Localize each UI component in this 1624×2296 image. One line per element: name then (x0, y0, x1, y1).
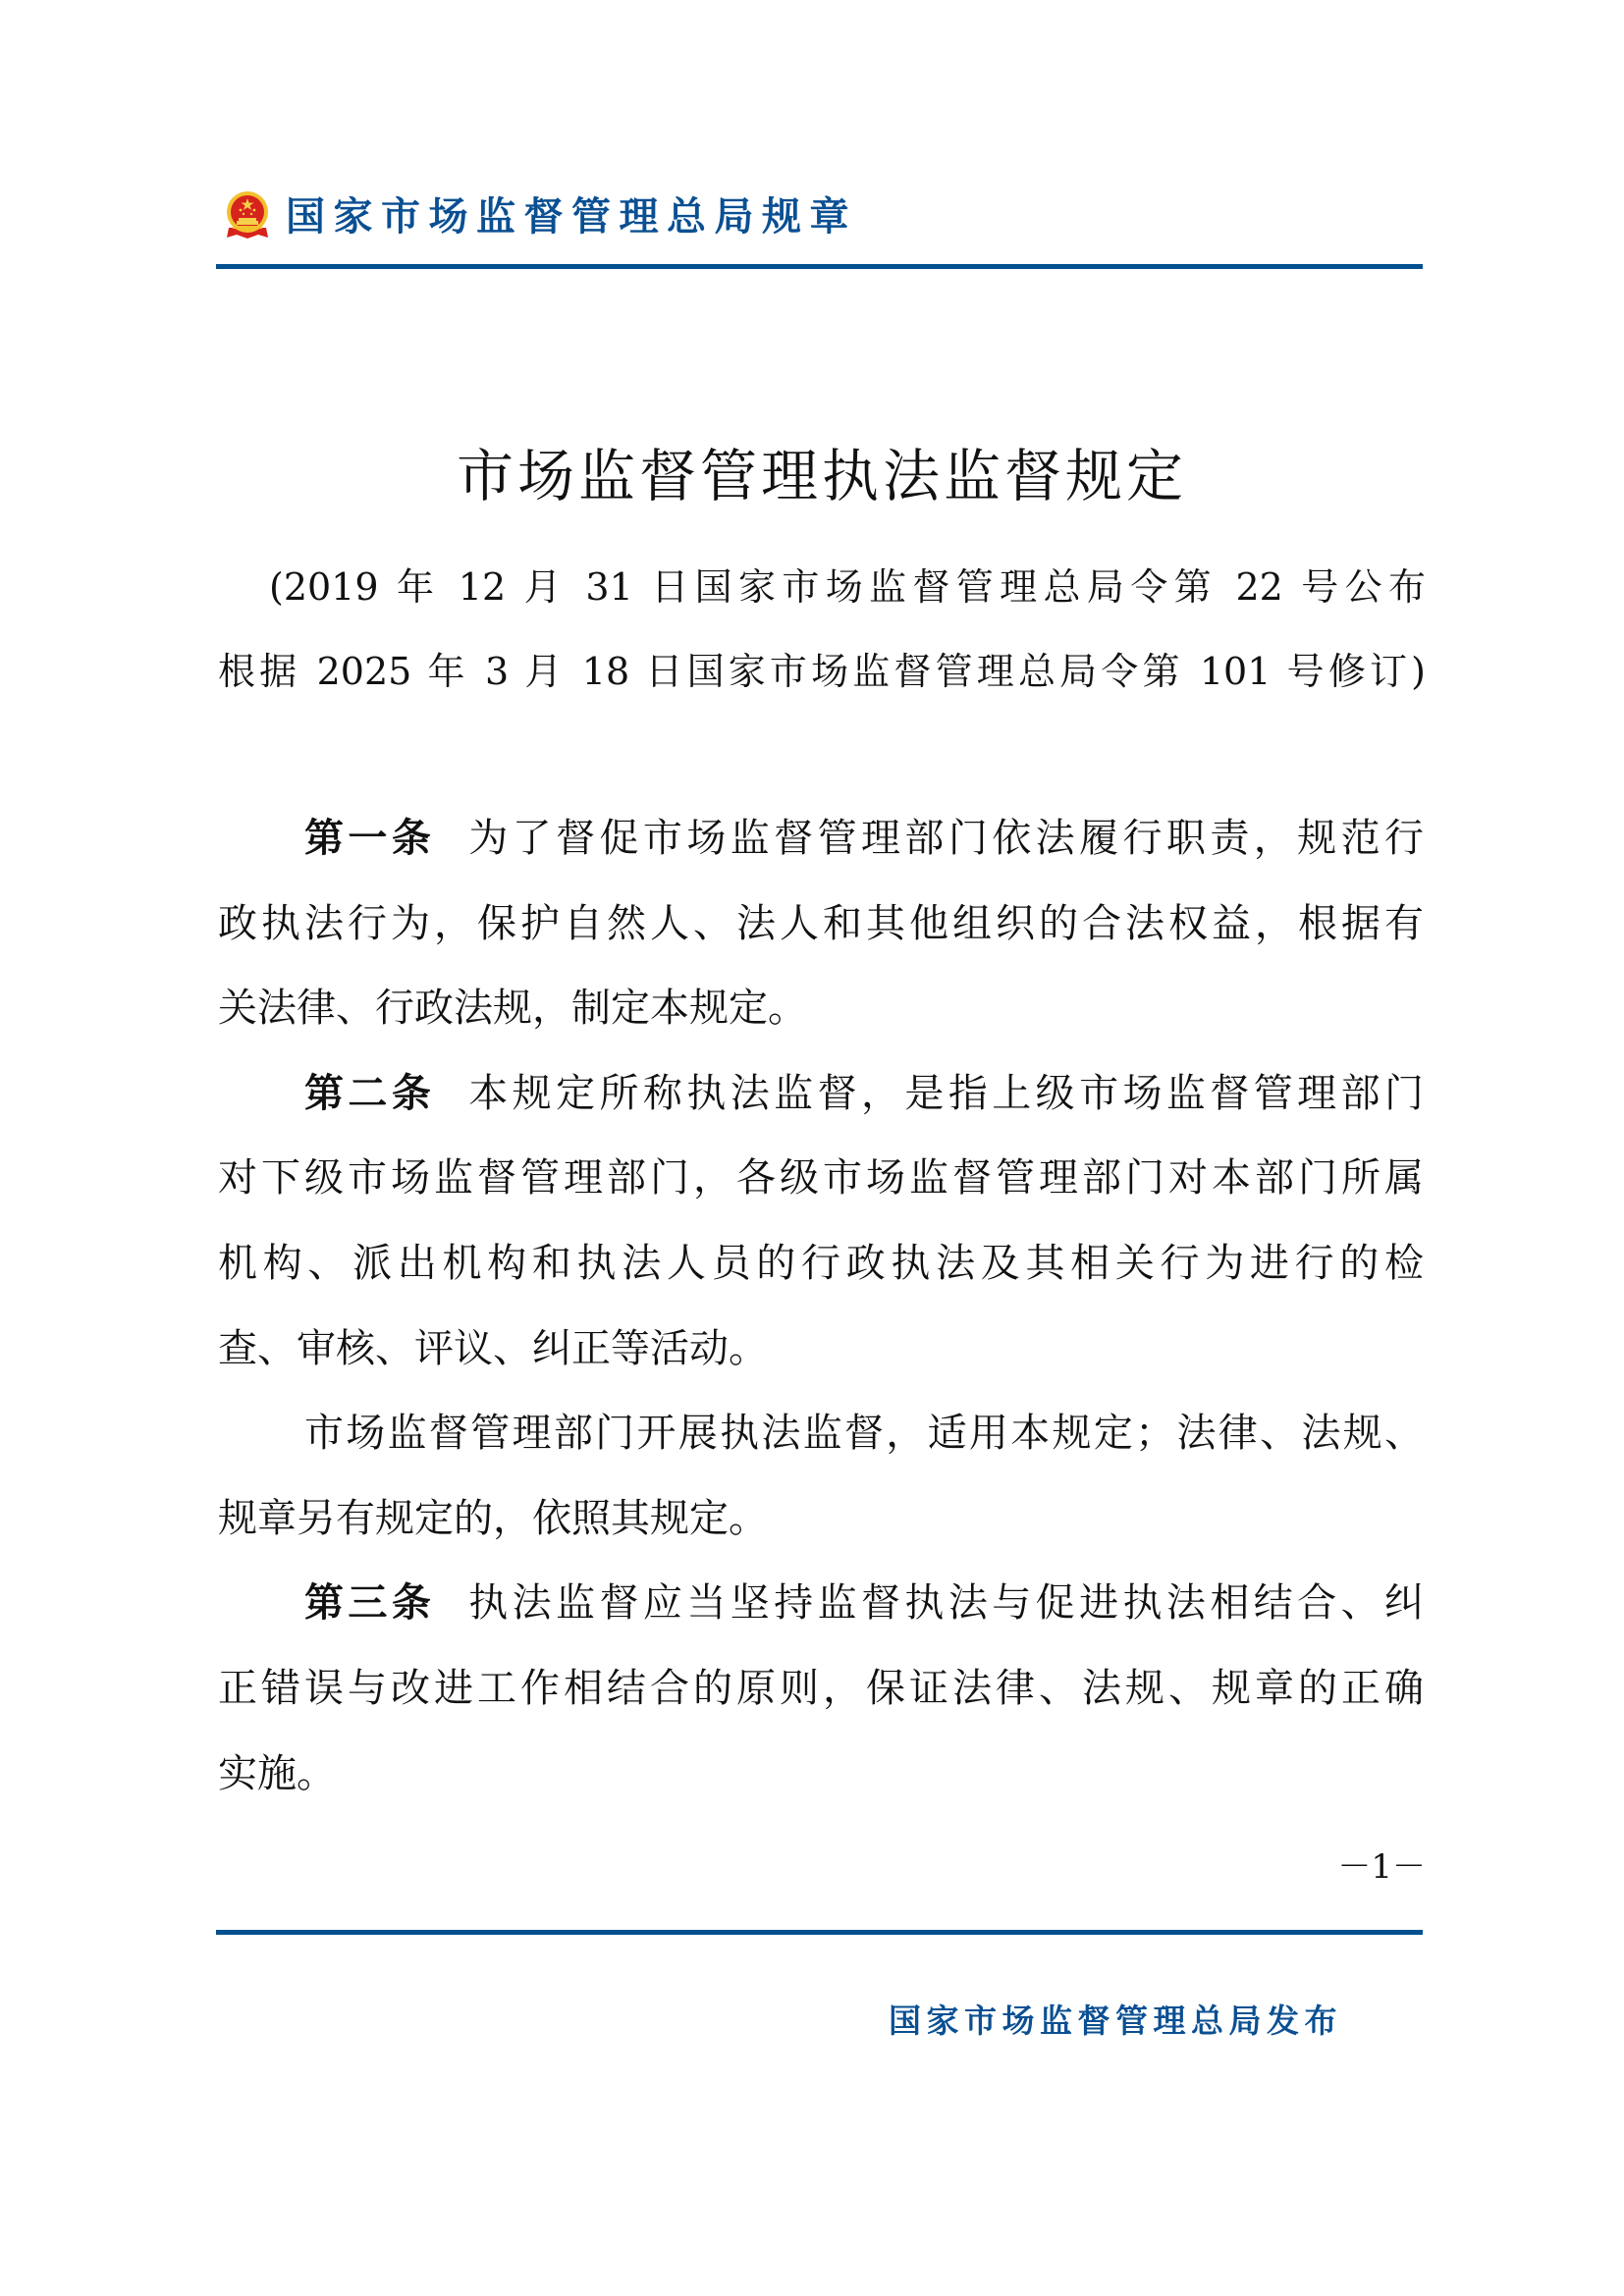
footer-divider (216, 1930, 1423, 1935)
document-body (218, 796, 1424, 1816)
article-label: 第二条 (304, 1070, 436, 1116)
article-3-line: 正错误与改进工作相结合的原则，保证法律、法规、规章的正确 (218, 1665, 1424, 1711)
article-1-line (218, 796, 1424, 881)
header-divider (216, 264, 1423, 269)
article-2-line: 查、审核、评议、纠正等活动。 (218, 1325, 768, 1371)
article-text: 执法监督应当坚持监督执法与促进执法相结合、纠 (468, 1580, 1424, 1627)
subtitle-line: 根据 2025 年 3 月 18 日国家市场监督管理总局令第 101 号修订) (218, 650, 1426, 693)
article-label: 第三条 (304, 1580, 436, 1627)
article-3-line: 实施。 (218, 1750, 336, 1796)
article-2-line: 机构、派出机构和执法人员的行政执法及其相关行为进行的检 (218, 1240, 1424, 1286)
article-1-line: 关法律、行政法规，制定本规定。 (218, 986, 807, 1032)
page-number: －1－ (1337, 1847, 1426, 1887)
article-2-line (218, 1051, 1424, 1137)
article-2-para-2-line: 市场监督管理部门开展执法监督，适用本规定；法律、法规、 (304, 1411, 1424, 1457)
national-emblem-icon (225, 190, 270, 240)
article-2-line: 对下级市场监督管理部门，各级市场监督管理部门对本部门所属 (218, 1155, 1424, 1201)
header-title: 国家市场监督管理总局规章 (286, 194, 857, 240)
article-text: 本规定所称执法监督，是指上级市场监督管理部门 (468, 1070, 1424, 1116)
article-text: 为了督促市场监督管理部门依法履行职责，规范行 (468, 816, 1424, 861)
article-label: 第一条 (304, 816, 436, 861)
article-1-line: 政执法行为，保护自然人、法人和其他组织的合法权益，根据有 (218, 900, 1424, 946)
document-subtitle (218, 545, 1426, 714)
document-title: 市场监督管理执法监督规定 (456, 443, 1187, 509)
subtitle-line: (2019 年 12 月 31 日国家市场监督管理总局令第 22 号公布 (269, 565, 1426, 609)
footer-publisher: 国家市场监督管理总局发布 (889, 2002, 1342, 2040)
article-2-para-2-line: 规章另有规定的，依照其规定。 (218, 1495, 768, 1541)
article-3-line (218, 1561, 1424, 1646)
